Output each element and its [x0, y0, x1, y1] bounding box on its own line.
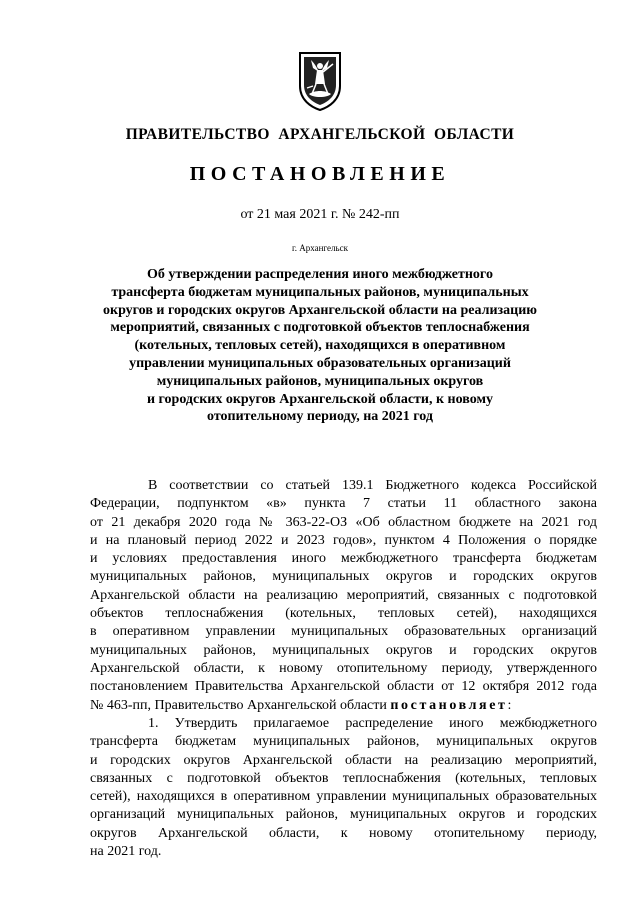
paragraph-line: и городских округов Архангельской области на реализацию мероприятий, — [90, 752, 597, 768]
document-city: г. Архангельск — [292, 243, 348, 253]
title-line: Об утверждении распределения иного межбюджетного — [147, 267, 493, 282]
paragraph-line: от 21 декабря 2020 года № 363-22-ОЗ «Об областном бюджете на 2021 год — [90, 514, 597, 530]
item-1-paragraph — [90, 715, 597, 861]
document-type: ПОСТАНОВЛЕНИЕ — [189, 163, 451, 185]
paragraph-line: в оперативном управлении муниципальных образовательных организаций — [90, 624, 597, 640]
title-line: и городских округов Архангельской области, к новому — [146, 391, 494, 407]
paragraph-line: Архангельской области на реализацию мероприятий, связанных с подготовкой — [90, 587, 597, 603]
resolution-colon: : — [507, 697, 512, 713]
title-line: округов и городских округов Архангельской области на реализацию — [103, 302, 537, 318]
title-line: (котельных, тепловых сетей), находящихся в оперативном — [134, 338, 506, 354]
title-line: мероприятий, связанных с подготовкой объектов теплоснабжения — [110, 320, 530, 336]
paragraph-line: объектов теплоснабжения (котельных, тепловых сетей), находящихся — [90, 606, 597, 622]
paragraph-line: постановлением Правительства Архангельской области от 12 октября 2012 года — [90, 679, 597, 695]
paragraph-line: трансферта бюджетам муниципальных районов, муниципальных округов — [90, 734, 597, 750]
document-date-number: от 21 мая 2021 г. № 242-пп — [240, 207, 400, 222]
title-line: трансферта бюджетам муниципальных районов, муниципальных — [111, 284, 529, 300]
preamble-paragraph — [90, 477, 597, 715]
paragraph-line: В соответствии со статьей 139.1 Бюджетного кодекса Российской — [148, 478, 597, 493]
paragraph-line: 1. Утвердить прилагаемое распределение иного межбюджетного — [148, 716, 597, 731]
title-line: муниципальных районов, муниципальных округов — [156, 373, 484, 389]
paragraph-line: муниципальных районов, муниципальных округов и городских округов — [90, 569, 597, 585]
paragraph-line — [90, 697, 597, 715]
paragraph-line: организаций муниципальных районов, муниципальных округов и городских — [90, 807, 597, 823]
paragraph-line: и условиях предоставления иного межбюджетного трансферта бюджетам — [90, 551, 597, 567]
document-title — [80, 266, 560, 426]
paragraph-line: муниципальных районов, муниципальных округов и городских округов — [90, 642, 597, 658]
paragraph-line: сетей), находящихся в оперативном управлении муниципальных образовательных — [90, 789, 597, 805]
paragraph-line: на 2021 год. — [90, 844, 162, 860]
title-line: управлении муниципальных образовательных организаций — [129, 355, 511, 371]
paragraph-line: связанных с подготовкой объектов теплоснабжения (котельных, тепловых — [90, 770, 597, 786]
paragraph-line: Архангельской области, к новому отопительному периоду, утвержденного — [90, 660, 597, 676]
coat-of-arms-icon — [297, 50, 343, 112]
paragraph-line: и на плановый период 2022 и 2023 годов», пунктом 4 Положения о порядке — [90, 532, 597, 548]
title-line: отопительному периоду, на 2021 год — [207, 409, 433, 425]
paragraph-line: округов Архангельской области, к новому отопительному периоду, — [90, 825, 597, 841]
organization-name: ПРАВИТЕЛЬСТВО АРХАНГЕЛЬСКОЙ ОБЛАСТИ — [125, 126, 515, 143]
paragraph-line: Федерации, подпунктом «в» пункта 7 статьи 11 областного закона — [90, 496, 597, 512]
resolves-keyword: постановляет — [390, 697, 508, 713]
resolution-clause: № 463-пп, Правительство Архангельской области — [90, 697, 391, 713]
